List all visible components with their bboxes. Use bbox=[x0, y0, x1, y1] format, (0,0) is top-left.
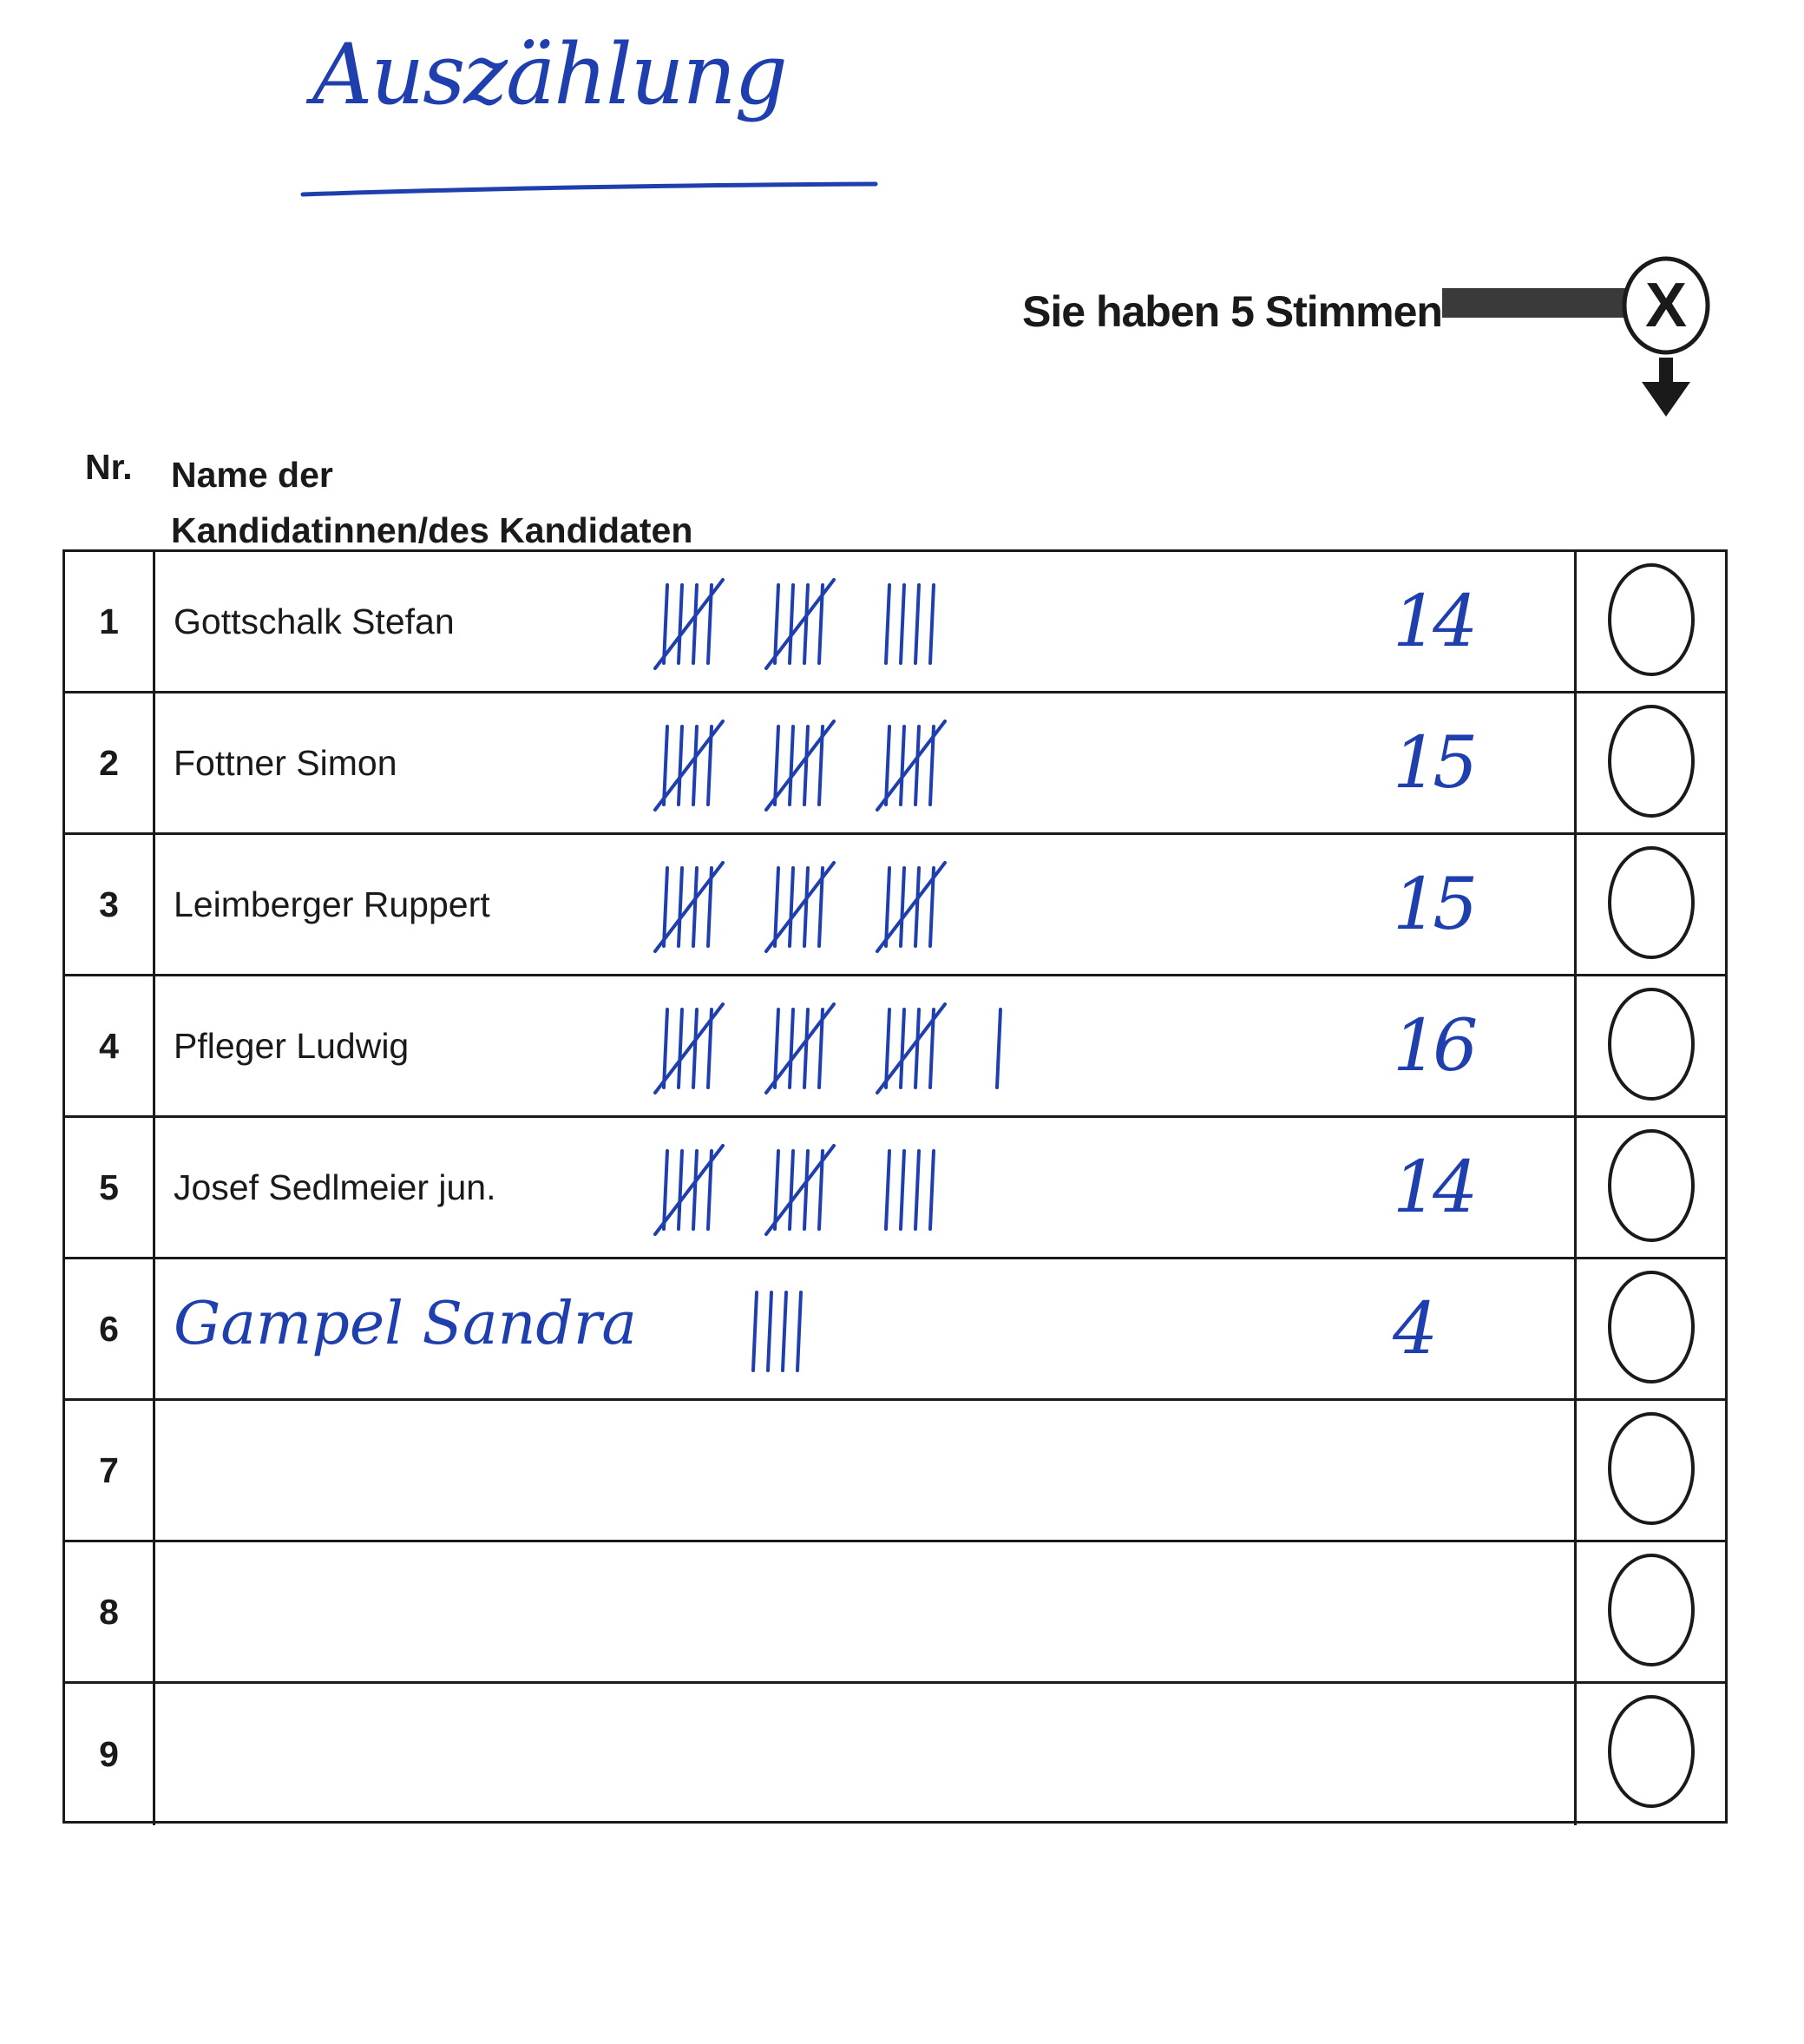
table-row bbox=[65, 1542, 1725, 1684]
tally-marks bbox=[586, 1285, 1037, 1381]
vote-circle-cell bbox=[1574, 693, 1725, 832]
tally-stroke bbox=[804, 585, 808, 663]
tally-stroke bbox=[790, 1009, 793, 1088]
row-number: 7 bbox=[65, 1401, 155, 1540]
tally-stroke bbox=[693, 585, 697, 663]
arrow-shaft bbox=[1659, 358, 1673, 384]
tally-stroke bbox=[886, 1151, 889, 1229]
vote-circle-cell bbox=[1574, 1259, 1725, 1398]
handwritten-candidate-name: Gampel Sandra bbox=[174, 1289, 637, 1358]
tally-stroke bbox=[901, 1009, 904, 1088]
tally-stroke bbox=[915, 585, 919, 663]
vote-circle-cell bbox=[1574, 976, 1725, 1115]
tally-stroke bbox=[679, 1151, 682, 1229]
tally-stroke bbox=[804, 1151, 808, 1229]
tally-stroke bbox=[804, 726, 808, 805]
column-header-name-line1: Name der bbox=[171, 455, 333, 495]
tally-stroke bbox=[693, 1151, 697, 1229]
tally-stroke bbox=[679, 868, 682, 946]
tally-marks bbox=[586, 1144, 1037, 1239]
row-number: 5 bbox=[65, 1118, 155, 1257]
tally-stroke bbox=[790, 1151, 793, 1229]
table-row bbox=[65, 1401, 1725, 1542]
table-row bbox=[65, 835, 1725, 976]
tally-stroke bbox=[679, 585, 682, 663]
vote-circle[interactable] bbox=[1608, 846, 1695, 959]
tally-stroke bbox=[693, 726, 697, 805]
candidate-name: Gottschalk Stefan bbox=[174, 601, 455, 641]
column-header-name-line2: Kandidatinnen/des Kandidaten bbox=[171, 510, 693, 550]
tally-marks bbox=[586, 578, 1037, 674]
vote-circle-cell bbox=[1574, 835, 1725, 974]
handwritten-heading: Auszählung bbox=[312, 26, 786, 123]
row-number: 6 bbox=[65, 1259, 155, 1398]
table-row bbox=[65, 1259, 1725, 1401]
vote-circle-cell bbox=[1574, 1118, 1725, 1257]
tally-stroke bbox=[790, 868, 793, 946]
vote-circle[interactable] bbox=[1608, 563, 1695, 676]
table-row bbox=[65, 1118, 1725, 1259]
tally-stroke bbox=[790, 585, 793, 663]
tally-stroke bbox=[901, 868, 904, 946]
row-number: 4 bbox=[65, 976, 155, 1115]
tally-stroke bbox=[790, 726, 793, 805]
candidate-name: Pfleger Ludwig bbox=[174, 1025, 410, 1066]
vote-count: 16 bbox=[1393, 1004, 1473, 1088]
row-number: 9 bbox=[65, 1684, 155, 1825]
row-number: 2 bbox=[65, 693, 155, 832]
table-row bbox=[65, 693, 1725, 835]
tally-stroke bbox=[679, 1009, 682, 1088]
tally-stroke bbox=[679, 726, 682, 805]
vote-circle[interactable] bbox=[1608, 1271, 1695, 1383]
tally-stroke bbox=[901, 1151, 904, 1229]
tally-stroke bbox=[915, 726, 919, 805]
vote-circle[interactable] bbox=[1608, 988, 1695, 1101]
arrow-down-icon bbox=[1642, 382, 1690, 417]
vote-count: 15 bbox=[1393, 863, 1473, 946]
row-number: 8 bbox=[65, 1542, 155, 1681]
votes-instruction: Sie haben 5 Stimmen bbox=[1022, 287, 1442, 336]
table-row bbox=[65, 1684, 1725, 1825]
tally-marks bbox=[586, 720, 1037, 815]
row-number: 3 bbox=[65, 835, 155, 974]
tally-stroke bbox=[930, 585, 934, 663]
table-row bbox=[65, 552, 1725, 693]
tally-stroke bbox=[915, 1151, 919, 1229]
tally-stroke bbox=[997, 1009, 1000, 1088]
vote-circle[interactable] bbox=[1608, 1412, 1695, 1525]
tally-stroke bbox=[901, 585, 904, 663]
tally-stroke bbox=[930, 1151, 934, 1229]
candidate-name: Leimberger Ruppert bbox=[174, 884, 490, 924]
table-row bbox=[65, 976, 1725, 1118]
vote-circle[interactable] bbox=[1608, 705, 1695, 818]
tally-stroke bbox=[886, 585, 889, 663]
tally-stroke bbox=[915, 1009, 919, 1088]
tally-stroke bbox=[693, 1009, 697, 1088]
row-number: 1 bbox=[65, 552, 155, 691]
candidate-name: Josef Sedlmeier jun. bbox=[174, 1167, 496, 1207]
tally-stroke bbox=[753, 1292, 757, 1370]
vote-count: 4 bbox=[1393, 1287, 1433, 1370]
tally-marks bbox=[586, 1002, 1037, 1098]
vote-circle[interactable] bbox=[1608, 1129, 1695, 1242]
tally-stroke bbox=[797, 1292, 801, 1370]
tally-marks bbox=[586, 861, 1037, 956]
tally-stroke bbox=[915, 868, 919, 946]
column-header-nr: Nr. bbox=[85, 447, 133, 487]
vote-count: 15 bbox=[1393, 721, 1473, 805]
tally-stroke bbox=[783, 1292, 786, 1370]
vote-circle[interactable] bbox=[1608, 1695, 1695, 1808]
mark-hint-graphic bbox=[1440, 243, 1727, 425]
ballot-table bbox=[62, 549, 1728, 1824]
hint-bar bbox=[1442, 288, 1626, 318]
vote-circle-cell bbox=[1574, 1542, 1725, 1681]
column-header-name bbox=[171, 447, 692, 558]
tally-stroke bbox=[901, 726, 904, 805]
tally-stroke bbox=[768, 1292, 771, 1370]
hint-x-symbol: X bbox=[1644, 271, 1688, 340]
vote-count: 14 bbox=[1393, 580, 1473, 663]
vote-circle-cell bbox=[1574, 1684, 1725, 1825]
vote-count: 14 bbox=[1393, 1146, 1473, 1229]
candidate-name: Fottner Simon bbox=[174, 742, 397, 783]
tally-stroke bbox=[804, 1009, 808, 1088]
tally-stroke bbox=[693, 868, 697, 946]
vote-circle-cell bbox=[1574, 1401, 1725, 1540]
vote-circle[interactable] bbox=[1608, 1554, 1695, 1666]
heading-underline bbox=[299, 181, 881, 201]
vote-circle-cell bbox=[1574, 552, 1725, 691]
tally-stroke bbox=[804, 868, 808, 946]
